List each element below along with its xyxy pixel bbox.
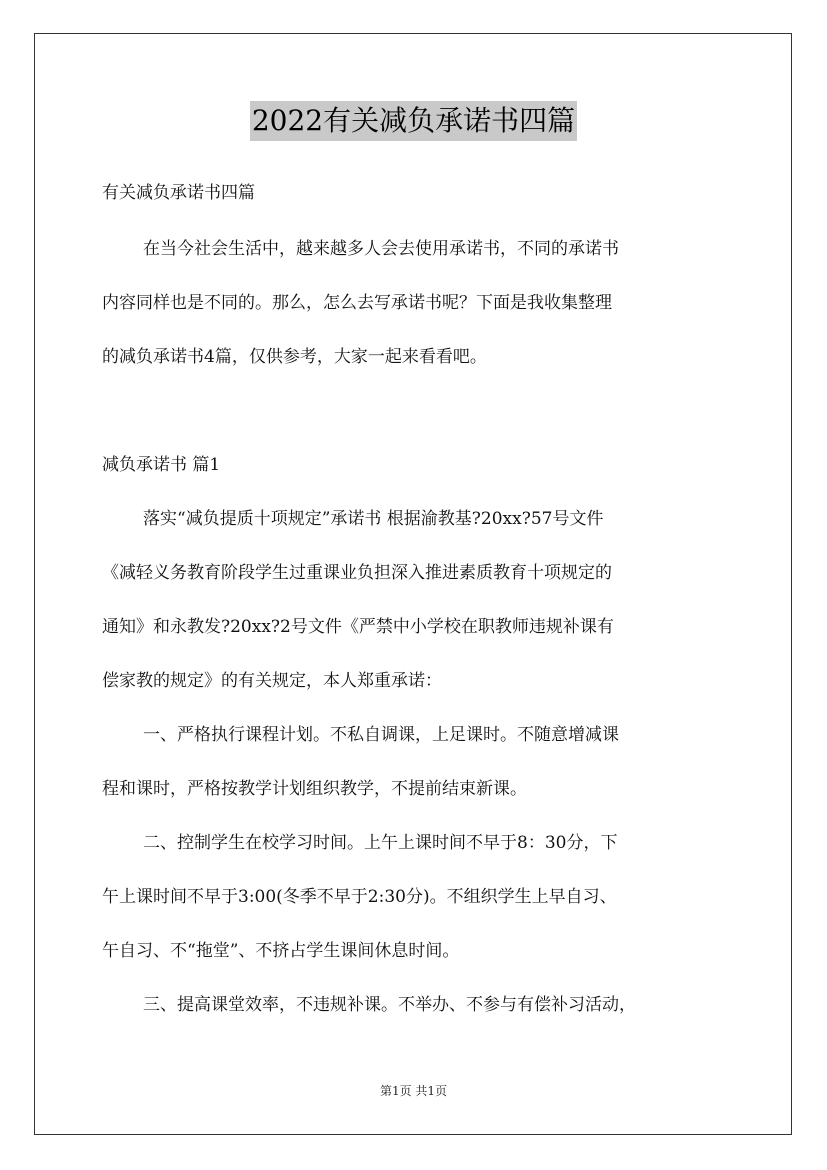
- body-line: 落实“减负提质十项规定”承诺书 根据渝教基?20xx?57号文件: [143, 509, 604, 529]
- body-line: 午上课时间不早于3:00(冬季不早于2:30分)。不组织学生上早自习、: [102, 887, 617, 907]
- body-line: 三、提高课堂效率，不违规补课。不举办、不参与有偿补习活动，: [143, 995, 636, 1015]
- section-heading: 减负承诺书 篇1: [102, 455, 221, 475]
- body-line: 《减轻义务教育阶段学生过重课业负担深入推进素质教育十项规定的: [102, 563, 612, 583]
- intro-line: 内容同样也是不同的。那么，怎么去写承诺书呢？下面是我收集整理: [102, 293, 612, 313]
- intro-line: 在当今社会生活中，越来越多人会去使用承诺书，不同的承诺书: [143, 239, 619, 259]
- body-line: 程和课时，严格按教学计划组织教学，不提前结束新课。: [102, 779, 527, 799]
- page-footer: 第1页 共1页: [379, 1084, 448, 1098]
- body-line: 一、严格执行课程计划。不私自调课，上足课时。不随意增减课: [143, 725, 619, 745]
- title-area: [0, 101, 827, 141]
- body-line: 二、控制学生在校学习时间。上午上课时间不早于8：30分，下: [143, 833, 618, 853]
- document-subtitle: 有关减负承诺书四篇: [102, 183, 255, 203]
- document-title: 2022有关减负承诺书四篇: [250, 101, 577, 141]
- body-line: 偿家教的规定》的有关规定，本人郑重承诺：: [102, 671, 442, 691]
- intro-line: 的减负承诺书4篇，仅供参考，大家一起来看看吧。: [102, 347, 487, 367]
- body-line: 通知》和永教发?20xx?2号文件《严禁中小学校在职教师违规补课有: [102, 617, 614, 637]
- body-line: 午自习、不“拖堂”、不挤占学生课间休息时间。: [102, 941, 460, 961]
